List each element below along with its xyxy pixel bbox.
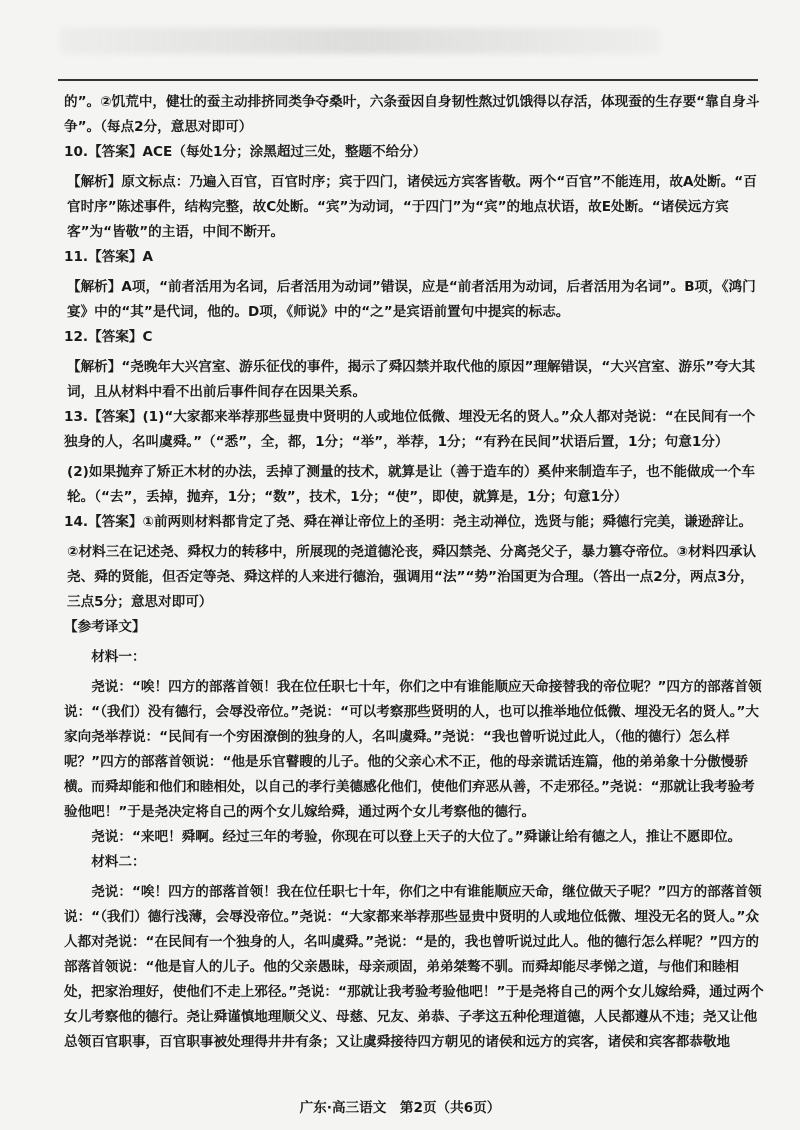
q9-answer-continued: 的”。②饥荒中，健壮的蚕主动排挤同类争夺桑叶，六条蚕因自身韧性熬过饥饿得以存活，体现蚕的生存要“靠自身斗争”。（每点2分，意思对即可） [64,94,760,135]
q10-answer: 10.【答案】ACE（每处1分；涂黑超过三处，整题不给分） [64,144,427,160]
q12-answer: 12.【答案】C [64,329,153,345]
document-body [64,90,764,1055]
header-rule [58,79,758,81]
reference-translation-heading: 【参考译文】 [64,619,146,635]
material-one-paragraph-1: 尧说：“唉！四方的部落首领！我在位任职七十年，你们之中有谁能顺应天命接替我的帝位呢？”四方的部落首领说：“（我们）没有德行，会辱没帝位。”尧说：“可以考察那些贤明的人，也可以推举地位低微、埋没无名的贤人。”大家向尧举荐说：“民间有一个穷困潦倒的独身的人，名叫虞舜。”尧说：“我也曾听说过此人，（他的德行）怎么样呢？”四方的部落首领说：“他是乐官瞽瞍的儿子。他的父亲心术不正，他的母亲谎话连篇，他的弟弟象十分傲慢骄横。而舜却能和他们和睦相处，以自己的孝行美德感化他们，使他们弃恶从善，不走邪径。”尧说：“那就让我考验考验他吧！”于是尧决定将自己的两个女儿嫁给舜，通过两个女儿考察他的德行。 [64,679,762,820]
q13-answer-part2: (2)如果抛弃了矫正木材的办法，丢掉了测量的技术，就算是让（善于造车的）奚仲来制造车子，也不能做成一个车轮。（“去”，丢掉，抛弃，1分；“数”，技术，1分；“使”，即使，就算是，1分；句意1分） [67,464,755,505]
material-one-paragraph-2: 尧说：“来吧！舜啊。经过三年的考验，你现在可以登上天子的大位了。”舜谦让给有德之人，推让不愿即位。 [91,829,742,845]
blurred-header [60,28,660,54]
q10-explanation: 【解析】原文标点：乃遍入百官，百官时序；宾于四门，诸侯远方宾客皆敬。两个“百官”不能连用，故A处断。“百官时序”陈述事件，结构完整，故C处断。“宾”为动词，“于四门”为“宾”的地点状语，故E处断。“诸侯远方宾客”为“皆敬”的主语，中间不断开。 [67,174,757,240]
material-one-heading: 材料一： [91,649,146,665]
material-two-heading: 材料二： [91,854,146,870]
q13-answer-part1: 13.【答案】(1)“大家都来举荐那些显贵中贤明的人或地位低微、埋没无名的贤人。”众人都对尧说：“在民间有一个独身的人，名叫虞舜。”（“悉”，全，都，1分；“举”，举荐，1分；“有矜在民间”状语后置，1分；句意1分） [64,409,756,450]
q14-answer: 14.【答案】①前两则材料都肯定了尧、舜在禅让帝位上的圣明：尧主动禅位，选贤与能；舜德行完美，谦逊辞让。 [64,514,753,530]
q14-answer-continued: ②材料三在记述尧、舜权力的转移中，所展现的尧道德沦丧，舜囚禁尧、分离尧父子，暴力篡夺帝位。③材料四承认尧、舜的贤能，但否定等尧、舜这样的人来进行德治，强调用“法”“势”治国更为合理。（答出一点2分，两点3分，三点5分；意思对即可） [67,544,757,610]
page-footer: 广东·高三语文 第2页（共6页） [299,1100,501,1116]
material-two-paragraph: 尧说：“唉！四方的部落首领！我在位任职七十年，你们之中有谁能顺应天命，继位做天子呢？”四方的部落首领说：“（我们）德行浅薄，会辱没帝位。”尧说：“大家都来举荐那些显贵中贤明的人或地位低微、埋没无名的贤人。”众人都对尧说：“在民间有一个独身的人，名叫虞舜。”尧说：“是的，我也曾听说过此人。他的德行怎么样呢？”四方的部落首领说：“他是盲人的儿子。他的父亲愚昧，母亲顽固，弟弟桀骜不驯。而舜却能尽孝悌之道，与他们和睦相处，把家治理好，使他们不走上邪径。”尧说：“那就让我考验考验他吧！”于是尧将自己的两个女儿嫁给舜，通过两个女儿考察他的德行。尧让舜谨慎地理顺父义、母慈、兄友、弟恭、子孝这五种伦理道德，人民都遵从不违；尧又让他总领百官职事，百官职事被处理得井井有条；又让虞舜接待四方朝见的诸侯和远方的宾客，诸侯和宾客都恭敬地 [64,884,764,1050]
q11-explanation: 【解析】A项，“前者活用为名词，后者活用为动词”错误，应是“前者活用为动词，后者活用为名词”。B项，《鸿门宴》中的“其”是代词，他的。D项，《师说》中的“之”是宾语前置句中提宾的标志。 [67,279,756,320]
q12-explanation: 【解析】“尧晚年大兴宫室、游乐征伐的事件，揭示了舜囚禁并取代他的原因”理解错误，“大兴宫室、游乐”夸大其词，且从材料中看不出前后事件间存在因果关系。 [67,359,756,400]
q11-answer: 11.【答案】A [64,249,153,265]
